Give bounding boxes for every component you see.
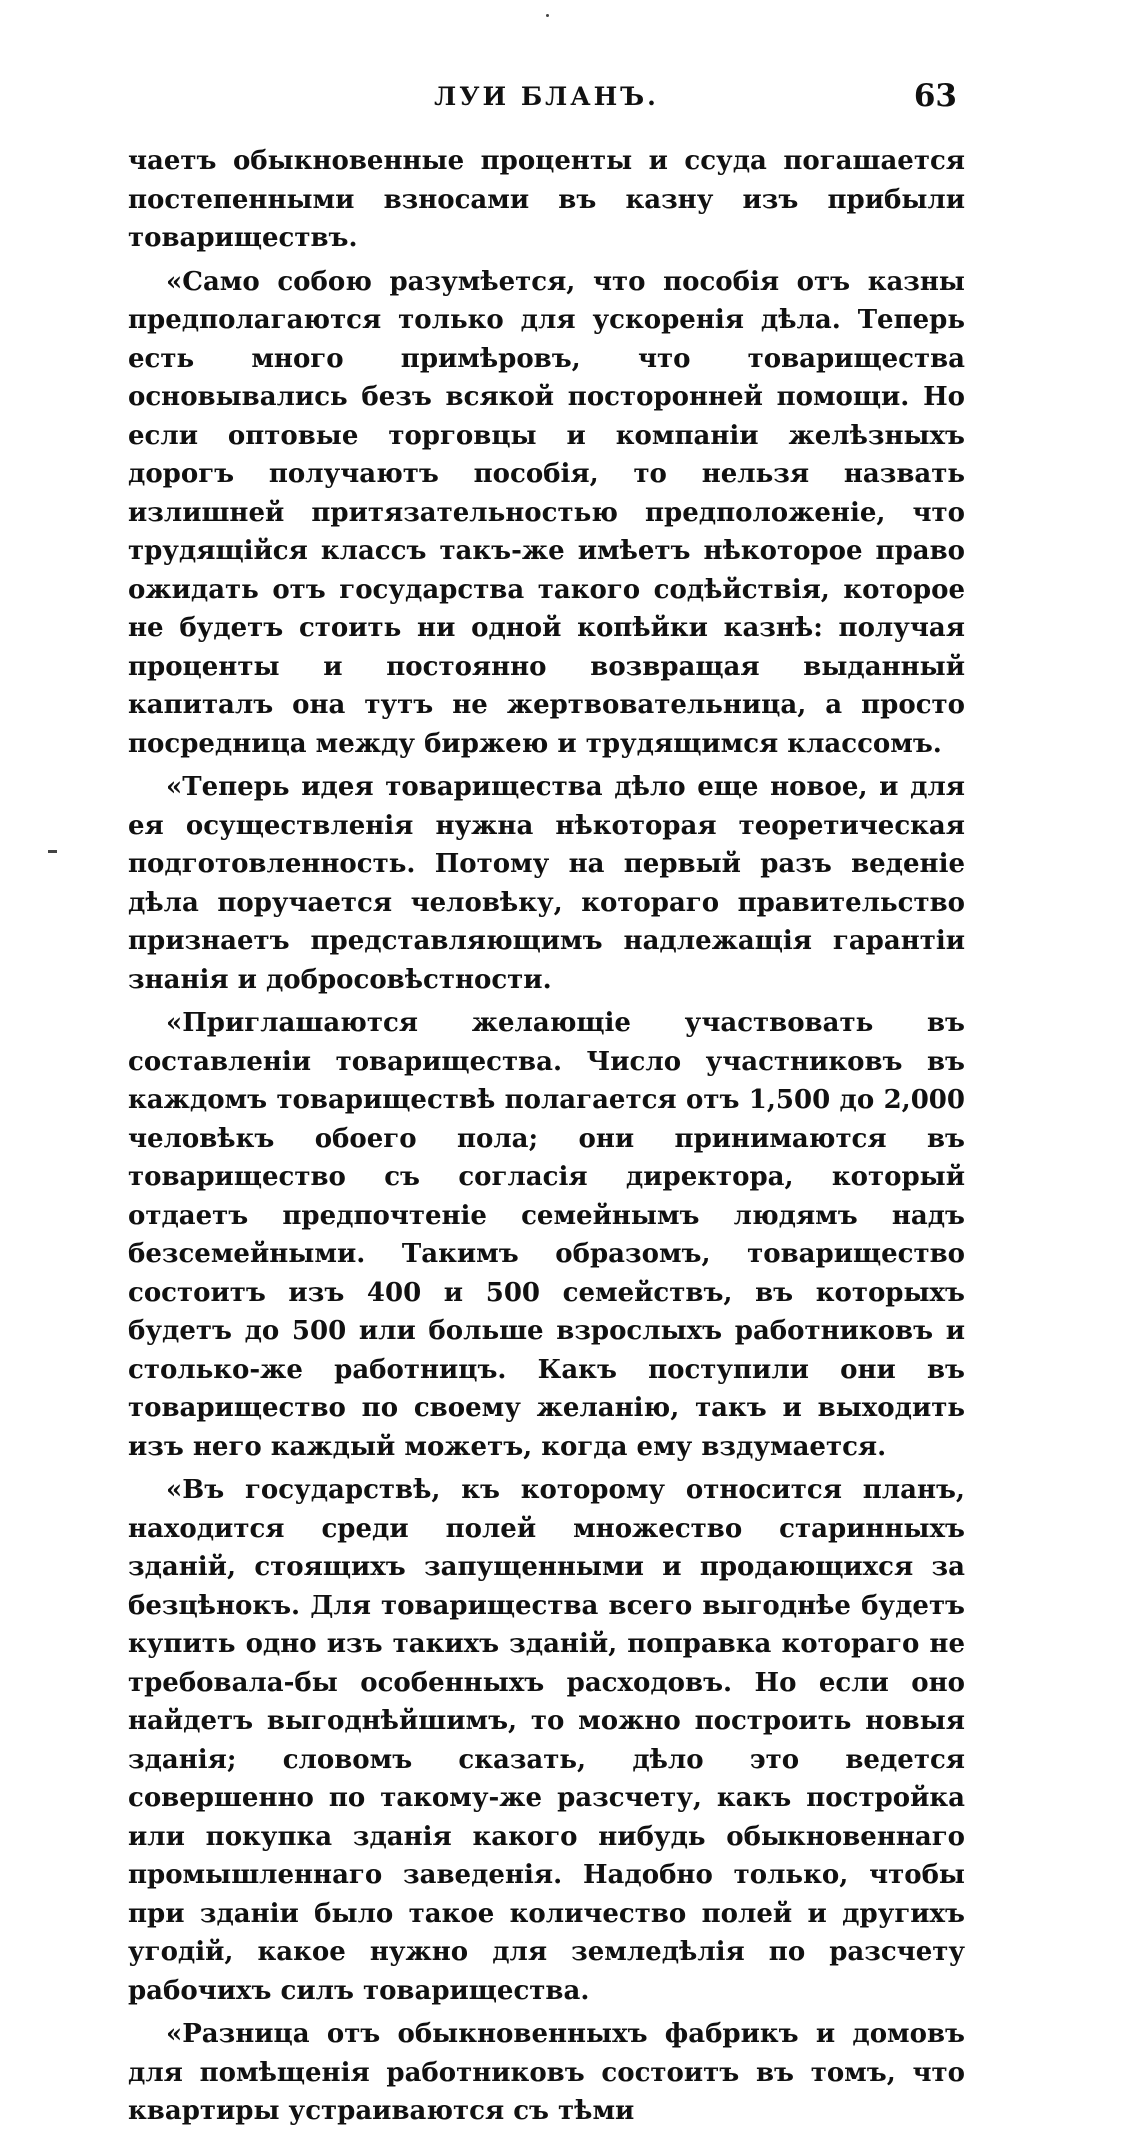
page-number: 63	[913, 78, 957, 114]
paragraph: «Само собою разумѣется, что пособія отъ казны предполагаются только для ускоренія дѣла. Теперь есть много примѣровъ, что товарищества основывались безъ всякой посторонней помощи. Но если оптовые торговцы и компаніи желѣзныхъ дорогъ получаютъ пособія, то нельзя назвать излишней притязательностью предположеніе, что трудящійся классъ такъ-же имѣетъ нѣкоторое право ожидать отъ государства такого содѣйствія, которое не будетъ стоить ни одной копѣйки казнѣ: получая проценты и постоянно возвращая выданный капиталъ она тутъ не жертвовательница, а просто посредница между биржею и трудящимся классомъ.	[128, 266, 965, 759]
margin-dash	[48, 850, 57, 853]
body-text	[128, 142, 965, 2136]
paragraph: чаетъ обыкновенные проценты и ссуда погашается постепенными взносами въ казну изъ прибыли товариществъ.	[128, 146, 965, 253]
paragraph: «Приглашаются желающіе участвовать въ составленіи товарищества. Число участниковъ въ каждомъ товариществѣ полагается отъ 1,500 до 2,000 человѣкъ обоего пола; они принимаются въ товарищество съ согласія директора, который отдаетъ предпочтеніе семейнымъ людямъ надъ безсемейными. Такимъ образомъ, товарищество состоитъ изъ 400 и 500 семействъ, въ которыхъ будетъ до 500 или больше взрослыхъ работниковъ и столько-же работницъ. Какъ поступили они въ товарищество по своему желанію, такъ и выходить изъ него каждый можетъ, когда ему вздумается.	[128, 1008, 965, 1462]
paragraph: «Теперь идея товарищества дѣло еще новое, и для ея осуществленія нужна нѣкоторая теоретическая подготовленность. Потому на первый разъ веденіе дѣла поручается человѣку, котораго правительство признаетъ представляющимъ надлежащія гарантіи знанія и добросовѣстности.	[128, 772, 965, 995]
page-header	[128, 78, 965, 122]
paragraph: «Въ государствѣ, къ которому относится планъ, находится среди полей множество старинныхъ зданій, стоящихъ запущенными и продающихся за безцѣнокъ. Для товарищества всего выгоднѣе будетъ купить одно изъ такихъ зданій, поправка котораго не требовала-бы особенныхъ расходовъ. Но если оно найдетъ выгоднѣйшимъ, то можно построить новыя зданія; словомъ сказать, дѣло это ведется совершенно по такому-же разсчету, какъ постройка или покупка зданія какого нибудь обыкновеннаго промышленнаго заведенія. Надобно только, чтобы при зданіи было такое количество полей и другихъ угодій, какое нужно для земледѣлія по разсчету рабочихъ силъ товарищества.	[128, 1475, 965, 2006]
paragraph: «Разница отъ обыкновенныхъ фабрикъ и домовъ для помѣщенія работниковъ состоитъ въ томъ, что квартиры устраиваются съ тѣми	[128, 2019, 965, 2126]
running-title: ЛУИ БЛАНЪ.	[434, 82, 659, 111]
ink-speck	[546, 14, 549, 17]
